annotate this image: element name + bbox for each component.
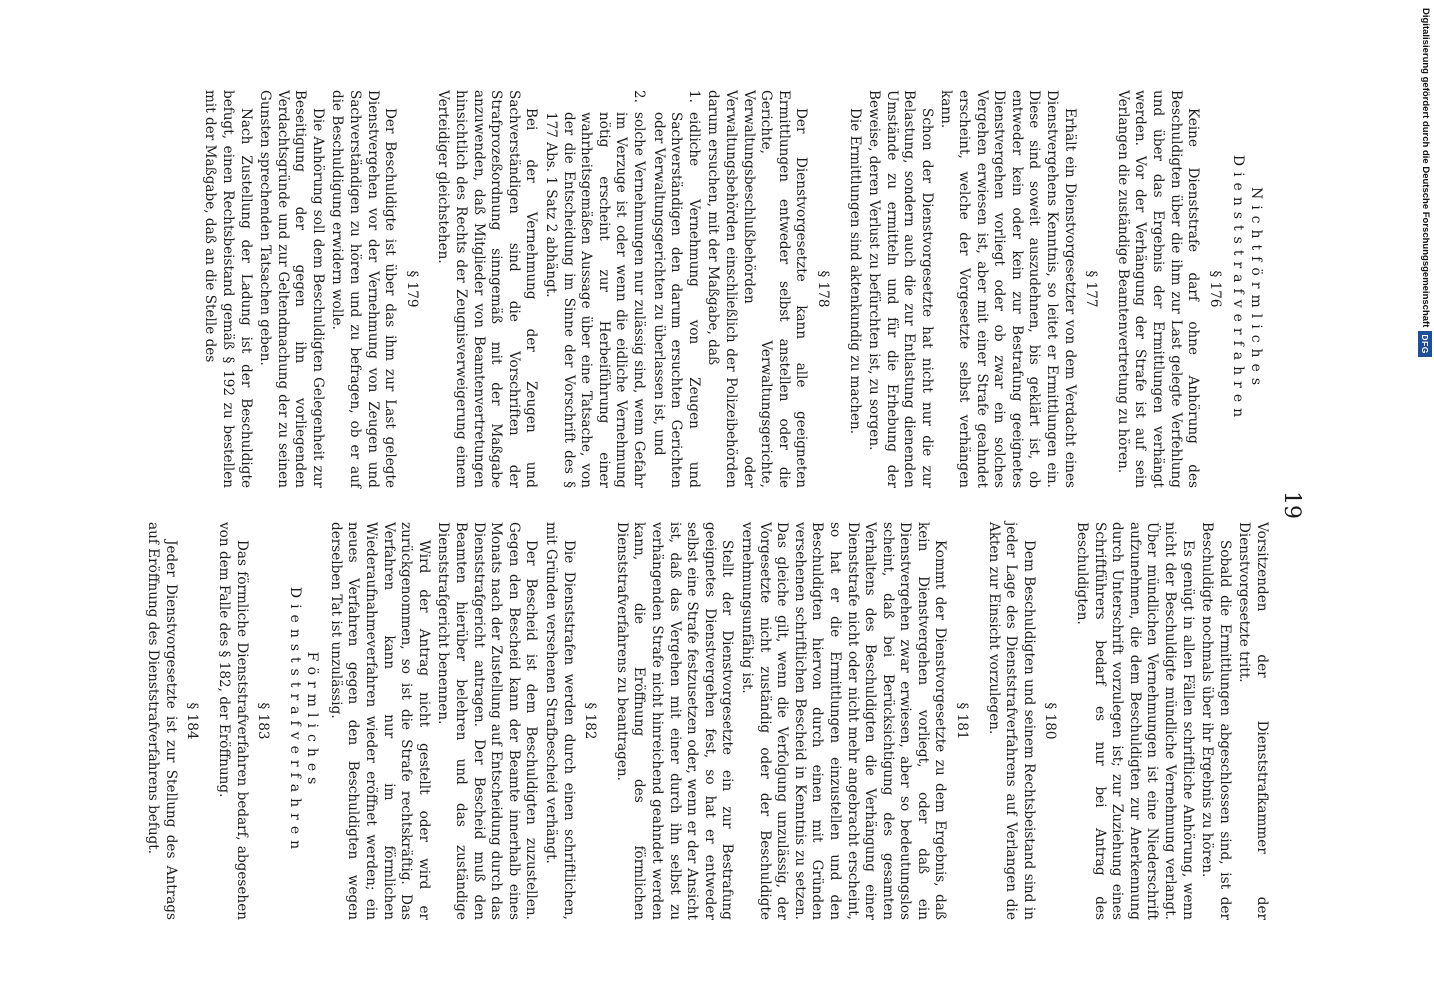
enumerated-item: [541, 90, 647, 488]
paragraph: Kommt der Dienstvorgesetzte zu dem Ergebnis, daß kein Dienstvergehen vorliegt, oder daß ein Dienstvergehen zwar erwiesen, aber so bedeutungslos scheint, daß bei Berücksichtigung des gesamten Verhaltens des Beschuldigten die Verhängung einer Dienststrafe nicht oder nicht mehr angebracht erscheint, so hat er die Ermittlungen einzustellen und den Beschuldigten hiervon durch einen mit Gründen versehenen schriftlichen Bescheid in Kenntnis zu setzen. Das gleiche gilt, wenn die Verfolgung unzulässig, der Vorgesetzte nicht zuständig oder der Beschuldigte vernehmungsunfähig ist.: [738, 522, 949, 920]
section-number: § 178: [814, 270, 831, 308]
item-text: solche Vernehmungen nur zulässig sind, wenn Gefahr im Verzuge ist oder wenn die eidliche Vernehmung nötig erscheint zur Herbeiführung einer wahrheitsgemäßen Aussage über eine Tatsache, von der die Entscheidung im Sinne der Vorschrift des § 177 Abs. 1 Satz 2 abhängt.: [543, 112, 647, 488]
section-number: § 176: [1206, 270, 1223, 308]
section-number: § 179: [403, 270, 420, 308]
paragraph: Stellt der Dienstvorgesetzte ein zur Bestrafung geeignetes Dienstvergehen fest, so hat er entweder selbst eine Strafe festzusetzen oder, wenn er der Ansicht ist, daß das Vergehen mit einer durch ihn selbst zu verhängenden Strafe nicht hinreichend geahndet werden kann, die Eröffnung des förmlichen Dienststrafverfahrens zu beantragen.: [613, 522, 736, 920]
section-number: § 181: [954, 702, 971, 740]
left-column: [120, 90, 1270, 488]
paragraph: Das förmliche Dienststrafverfahren bedarf, abgesehen von dem Falle des § 182, der Eröffnung.: [215, 522, 250, 920]
paragraph: Schon der Dienstvorgesetzte hat nicht nur die zur Belastung, sondern auch die zur Entlastung dienenden Umstände zu ermitteln und für die Erhebung der Beweise, deren Verlust zu befürchten ist, zu sorgen.: [866, 90, 935, 488]
section-number: § 183: [255, 702, 272, 740]
section-number: § 180: [1042, 702, 1059, 740]
dfg-sidebar: [1418, 8, 1432, 388]
item-text: eidliche Vernehmung von Zeugen und Sachverständigen den darum ersuchten Gerichten oder Verwaltungsgerichten zu überlassen ist, und: [650, 112, 702, 488]
page-number: 19: [1279, 491, 1304, 519]
paragraph: Es genügt in allen Fällen schriftliche Anhörung, wenn nicht der Beschuldigte mündliche Vernehmung verlangt. Über mündlichen Vernehmungen ist eine Niederschrift aufzunehmen, die dem Beschuldigten zur Anerkennung durch Unterschrift vorzulegen ist; zur Zuziehung eines Schriftführers bedarf es nur bei Antrag des Beschuldigten.: [1074, 522, 1196, 920]
sidebar-funding-text: Digitalisierung gefördert durch die Deutsche Forschungsgemeinschaft: [1420, 8, 1431, 328]
paragraph: Der Dienstvorgesetzte kann alle geeigneten Ermittlungen entweder selbst anstellen oder die Gerichte, Verwaltungsgerichte, Verwaltungsbeschlußbehörden oder Verwaltungsbehörden einschließlich der Polizeibehörden darum ersuchen, mit der Maßgabe, daß: [705, 90, 810, 488]
paragraph: Der Bescheid ist dem Beschuldigten zuzustellen. Gegen den Bescheid kann der Beamte innerhalb eines Monats nach der Zustellung auf Entscheidung durch das Dienststrafgericht antragen. Der Bescheid muß den Beamten hierüber belehren und das zuständige Dienststrafgericht benennen.: [435, 522, 540, 920]
paragraph: Nach Zustellung der Ladung ist der Beschuldigte befugt, einen Rechtsbeistand gemäß § 192 zu bestellen mit der Maßgabe, daß an die Stelle des: [202, 90, 254, 488]
text-columns: [120, 90, 1270, 920]
section-number: § 182: [582, 702, 599, 740]
section-number: § 177: [1083, 270, 1100, 308]
paragraph: Jeder Dienstvorgesetzte ist zur Stellung des Antrags auf Eröffnung des Dienststrafverfahrens befugt.: [145, 522, 179, 920]
rotated-page: [120, 90, 1304, 920]
paragraph: Die Ermittlungen sind aktenkundig zu machen.: [846, 108, 863, 435]
enumerated-item: [649, 90, 702, 488]
item-number: 2.: [631, 90, 647, 103]
paragraph: Keine Dienststrafe darf ohne Anhörung des Beschuldigten über die ihm zur Last gelegte Verfehlung und über das Ergebnis der Ermittlungen verhängt werden. Vor der Verhängung der Strafe ist auf sein Verlangen die zuständige Beamtenvertretung zu hören.: [1114, 90, 1202, 488]
paragraph: Der Beschuldigte ist über das ihm zur Last gelegte Dienstvergehen vor der Vernehmung von Zeugen und Sachverständigen zu hören und zu befragen, ob er auf die Beschuldigung erwidern wolle.: [329, 90, 399, 488]
paragraph: Dem Beschuldigten und seinem Rechtsbeistand sind in jeder Lage des Dienststrafverfahrens auf Verlangen die Akten zur Einsicht vorzulegen.: [985, 522, 1037, 920]
paragraph: Wird der Antrag nicht gestellt oder wird er zurückgenommen, so ist die Strafe rechtskräftig. Das Verfahren kann nur im förmlichen Wiederaufnahmeverfahren wieder eröffnet werden; ein neues Verfahren gegen den Beschuldigten wegen derselben Tat ist unzulässig.: [327, 522, 432, 920]
paragraph: Die Anhörung soll dem Beschuldigten Gelegenheit zur Beseitigung der gegen ihn vorliegenden Verdachtsgründe und zur Geltendmachung der zu seinen Gunsten sprechenden Tatsachen geben.: [257, 90, 326, 488]
paragraph: Erhält ein Dienstvorgesetzter von dem Verdacht eines Dienstvergehens Kenntnis, so leitet er Ermittlungen ein. Diese sind soweit auszudehnen, bis geklärt ist, ob entweder kein oder kein zur Bestrafung geeignetes Dienstvergehen vorliegt oder ob zwar ein solches Vergehen erwiesen ist, aber mit einer Strafe geahndet erscheint, welche der Vorgesetzte selbst verhängen kann.: [938, 90, 1078, 488]
section-heading: Förmliches Dienststrafverfahren: [286, 586, 321, 856]
paragraph: Die Dienststrafen werden durch einen schriftlichen, mit Gründen versehenen Strafbescheid verhängt.: [543, 522, 577, 920]
dfg-logo: DFG: [1418, 331, 1432, 356]
paragraph: Sobald die Ermittlungen abgeschlossen sind, ist der Beschuldigte nochmals über ihr Ergebnis zu hören.: [1199, 522, 1233, 920]
item-number: 1.: [685, 90, 702, 103]
paragraph: Bei der Vernehmung der Zeugen und Sachverständigen sind die Vorschriften der Strafprozeßordnung sinngemäß mit der Maßgabe anzuwenden, daß Mitglieder von Beamtenvertretungen hinsichtlich des Rechts der Zeugnisverweigerung einem Verteidiger gleichstehen.: [435, 90, 540, 488]
section-heading: Nichtförmliches Dienststrafverfahren: [1230, 154, 1264, 424]
right-column: [120, 522, 1270, 920]
section-number: § 184: [184, 702, 201, 740]
paragraph: Vorsitzenden der Dienststrafkammer der Dienstvorgesetzte tritt.: [1236, 522, 1270, 920]
